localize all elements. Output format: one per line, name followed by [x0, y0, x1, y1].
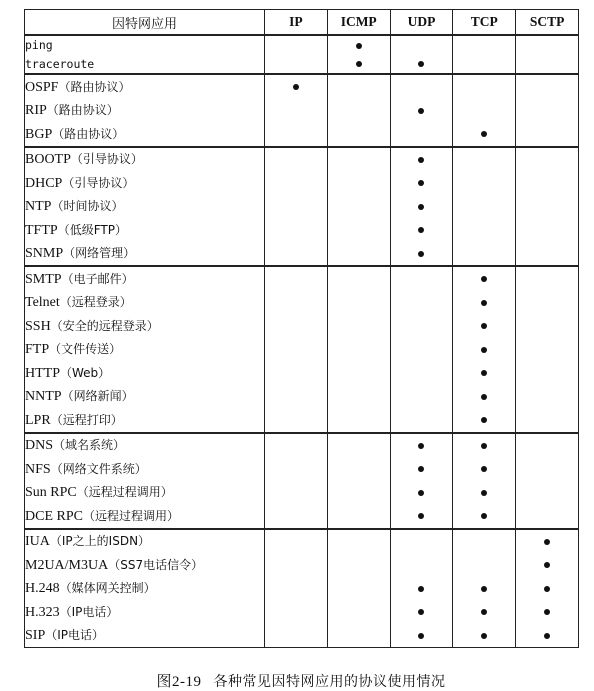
- cell-udp: [390, 361, 453, 385]
- cell-tcp: [453, 433, 516, 458]
- cell-icmp: [327, 218, 390, 242]
- table-row: [25, 242, 579, 267]
- bullet-dot-icon: [481, 300, 487, 306]
- cell-udp: [390, 99, 453, 123]
- cell-icmp: [327, 504, 390, 529]
- application-cell: [25, 361, 265, 385]
- cell-udp: [390, 338, 453, 362]
- cell-tcp: [453, 99, 516, 123]
- cell-tcp: [453, 55, 516, 75]
- bullet-dot-icon: [481, 490, 487, 496]
- cell-sctp: [516, 74, 579, 99]
- bullet-dot-icon: [544, 586, 550, 592]
- application-cell: [25, 35, 265, 55]
- header-internet-application: 因特网应用: [25, 10, 265, 36]
- cell-udp: [390, 218, 453, 242]
- bullet-dot-icon: [544, 539, 550, 545]
- cell-tcp: [453, 600, 516, 624]
- table-row: [25, 99, 579, 123]
- cell-icmp: [327, 529, 390, 554]
- cell-ip: [265, 122, 328, 147]
- cell-tcp: [453, 266, 516, 291]
- cell-ip: [265, 433, 328, 458]
- cell-udp: [390, 504, 453, 529]
- cell-udp: [390, 147, 453, 172]
- application-cell: [25, 266, 265, 291]
- bullet-dot-icon: [481, 513, 487, 519]
- table-row: [25, 291, 579, 315]
- cell-udp: [390, 74, 453, 99]
- application-name: FTP: [25, 342, 50, 358]
- application-cell: [25, 408, 265, 433]
- application-cell: [25, 553, 265, 577]
- application-name: traceroute: [25, 56, 95, 71]
- cell-sctp: [516, 385, 579, 409]
- cell-icmp: [327, 291, 390, 315]
- application-cell: [25, 147, 265, 172]
- application-cell: [25, 171, 265, 195]
- application-cell: [25, 218, 265, 242]
- application-note: （Web）: [60, 365, 111, 380]
- application-name: H.323: [25, 604, 60, 620]
- cell-sctp: [516, 361, 579, 385]
- cell-udp: [390, 529, 453, 554]
- cell-tcp: [453, 361, 516, 385]
- cell-icmp: [327, 266, 390, 291]
- cell-tcp: [453, 218, 516, 242]
- application-cell: [25, 291, 265, 315]
- application-name: Sun RPC: [25, 485, 77, 501]
- cell-icmp: [327, 74, 390, 99]
- cell-udp: [390, 385, 453, 409]
- application-cell: [25, 195, 265, 219]
- cell-icmp: [327, 553, 390, 577]
- application-cell: [25, 74, 265, 99]
- cell-sctp: [516, 529, 579, 554]
- cell-icmp: [327, 35, 390, 55]
- cell-ip: [265, 624, 328, 648]
- cell-udp: [390, 122, 453, 147]
- application-note: （网络管理）: [63, 246, 136, 261]
- bullet-dot-icon: [544, 562, 550, 568]
- cell-icmp: [327, 385, 390, 409]
- cell-tcp: [453, 338, 516, 362]
- bullet-dot-icon: [418, 251, 424, 257]
- application-name: DNS: [25, 438, 54, 454]
- application-note: （SS7电话信令）: [108, 557, 204, 572]
- cell-icmp: [327, 433, 390, 458]
- cell-udp: [390, 408, 453, 433]
- application-note: （网络新闻）: [61, 389, 134, 404]
- cell-icmp: [327, 577, 390, 601]
- table-row: [25, 361, 579, 385]
- cell-tcp: [453, 385, 516, 409]
- cell-sctp: [516, 577, 579, 601]
- table-row: [25, 74, 579, 99]
- cell-sctp: [516, 291, 579, 315]
- cell-sctp: [516, 600, 579, 624]
- application-note: （远程登录）: [59, 295, 132, 310]
- application-note: （文件传送）: [49, 342, 122, 357]
- table-row: [25, 457, 579, 481]
- cell-ip: [265, 195, 328, 219]
- cell-sctp: [516, 147, 579, 172]
- table-row: [25, 122, 579, 147]
- bullet-dot-icon: [481, 466, 487, 472]
- application-note: （引导协议）: [62, 175, 135, 190]
- cell-sctp: [516, 624, 579, 648]
- cell-sctp: [516, 433, 579, 458]
- bullet-dot-icon: [418, 466, 424, 472]
- cell-tcp: [453, 577, 516, 601]
- cell-sctp: [516, 195, 579, 219]
- cell-tcp: [453, 624, 516, 648]
- table-row: [25, 553, 579, 577]
- bullet-dot-icon: [418, 227, 424, 233]
- cell-sctp: [516, 504, 579, 529]
- cell-tcp: [453, 481, 516, 505]
- header-ip: IP: [265, 10, 328, 36]
- table-row: [25, 529, 579, 554]
- bullet-dot-icon: [356, 43, 362, 49]
- cell-icmp: [327, 481, 390, 505]
- bullet-dot-icon: [481, 276, 487, 282]
- cell-icmp: [327, 147, 390, 172]
- application-name: SNMP: [25, 246, 64, 262]
- cell-sctp: [516, 553, 579, 577]
- table-row: [25, 218, 579, 242]
- cell-ip: [265, 504, 328, 529]
- cell-sctp: [516, 408, 579, 433]
- application-note: （远程过程调用）: [82, 508, 179, 523]
- table-row: [25, 408, 579, 433]
- application-cell: [25, 457, 265, 481]
- application-note: （路由协议）: [58, 79, 131, 94]
- cell-tcp: [453, 314, 516, 338]
- application-name: NNTP: [25, 389, 62, 405]
- cell-sctp: [516, 314, 579, 338]
- cell-ip: [265, 99, 328, 123]
- application-cell: [25, 529, 265, 554]
- cell-icmp: [327, 195, 390, 219]
- cell-icmp: [327, 314, 390, 338]
- cell-udp: [390, 624, 453, 648]
- cell-sctp: [516, 242, 579, 267]
- cell-udp: [390, 266, 453, 291]
- cell-ip: [265, 553, 328, 577]
- table-row: [25, 55, 579, 75]
- application-name: M2UA/M3UA: [25, 557, 109, 573]
- cell-udp: [390, 195, 453, 219]
- figure-number: 图2-19: [156, 674, 202, 690]
- cell-ip: [265, 577, 328, 601]
- application-note: （IP电话）: [59, 604, 119, 619]
- bullet-dot-icon: [481, 586, 487, 592]
- cell-udp: [390, 457, 453, 481]
- table-row: [25, 314, 579, 338]
- application-note: （域名系统）: [53, 438, 126, 453]
- cell-tcp: [453, 122, 516, 147]
- cell-udp: [390, 314, 453, 338]
- figure-caption: [24, 670, 578, 691]
- application-note: （电子邮件）: [61, 271, 134, 286]
- cell-ip: [265, 74, 328, 99]
- table-row: [25, 35, 579, 55]
- bullet-dot-icon: [418, 443, 424, 449]
- cell-ip: [265, 171, 328, 195]
- cell-icmp: [327, 361, 390, 385]
- cell-udp: [390, 242, 453, 267]
- application-name: NFS: [25, 461, 51, 477]
- cell-sctp: [516, 481, 579, 505]
- protocol-usage-table: [24, 9, 579, 648]
- bullet-dot-icon: [418, 586, 424, 592]
- bullet-dot-icon: [481, 323, 487, 329]
- cell-icmp: [327, 171, 390, 195]
- cell-sctp: [516, 266, 579, 291]
- table-row: [25, 504, 579, 529]
- cell-icmp: [327, 242, 390, 267]
- header-tcp: TCP: [453, 10, 516, 36]
- bullet-dot-icon: [481, 394, 487, 400]
- application-cell: [25, 55, 265, 75]
- bullet-dot-icon: [418, 204, 424, 210]
- table-row: [25, 171, 579, 195]
- bullet-dot-icon: [481, 370, 487, 376]
- application-name: LPR: [25, 412, 51, 428]
- bullet-dot-icon: [544, 609, 550, 615]
- bullet-dot-icon: [418, 108, 424, 114]
- cell-icmp: [327, 457, 390, 481]
- application-name: OSPF: [25, 79, 59, 95]
- cell-udp: [390, 171, 453, 195]
- bullet-dot-icon: [418, 490, 424, 496]
- application-name: H.248: [25, 581, 60, 597]
- cell-tcp: [453, 74, 516, 99]
- bullet-dot-icon: [481, 633, 487, 639]
- cell-sctp: [516, 171, 579, 195]
- cell-ip: [265, 35, 328, 55]
- cell-tcp: [453, 457, 516, 481]
- bullet-dot-icon: [481, 443, 487, 449]
- application-note: （安全的远程登录）: [50, 318, 159, 333]
- cell-ip: [265, 242, 328, 267]
- cell-tcp: [453, 171, 516, 195]
- table-row: [25, 577, 579, 601]
- application-name: BGP: [25, 126, 53, 142]
- application-cell: [25, 122, 265, 147]
- cell-icmp: [327, 624, 390, 648]
- bullet-dot-icon: [418, 157, 424, 163]
- cell-icmp: [327, 408, 390, 433]
- cell-ip: [265, 55, 328, 75]
- application-name: SMTP: [25, 271, 62, 287]
- application-cell: [25, 242, 265, 267]
- application-note: （路由协议）: [52, 126, 125, 141]
- application-cell: [25, 338, 265, 362]
- table-row: [25, 481, 579, 505]
- cell-tcp: [453, 35, 516, 55]
- cell-ip: [265, 600, 328, 624]
- application-note: （远程打印）: [50, 412, 123, 427]
- application-note: （引导协议）: [70, 152, 143, 167]
- cell-sctp: [516, 457, 579, 481]
- cell-ip: [265, 408, 328, 433]
- cell-udp: [390, 553, 453, 577]
- application-cell: [25, 481, 265, 505]
- header-udp: UDP: [390, 10, 453, 36]
- application-cell: [25, 314, 265, 338]
- bullet-dot-icon: [418, 513, 424, 519]
- application-name: HTTP: [25, 365, 60, 381]
- application-cell: [25, 433, 265, 458]
- bullet-dot-icon: [481, 609, 487, 615]
- bullet-dot-icon: [418, 609, 424, 615]
- bullet-dot-icon: [356, 61, 362, 67]
- application-name: Telnet: [25, 295, 60, 311]
- bullet-dot-icon: [481, 131, 487, 137]
- table-header-row: [25, 10, 579, 36]
- cell-tcp: [453, 291, 516, 315]
- application-note: （路由协议）: [46, 103, 119, 118]
- bullet-dot-icon: [544, 633, 550, 639]
- table-row: [25, 338, 579, 362]
- cell-ip: [265, 481, 328, 505]
- application-cell: [25, 99, 265, 123]
- cell-icmp: [327, 600, 390, 624]
- application-name: IUA: [25, 534, 50, 550]
- application-name: DCE RPC: [25, 508, 83, 524]
- application-note: （IP之上的ISDN）: [49, 534, 151, 549]
- table-row: [25, 624, 579, 648]
- cell-ip: [265, 314, 328, 338]
- application-note: （时间协议）: [51, 199, 124, 214]
- cell-sctp: [516, 99, 579, 123]
- cell-sctp: [516, 122, 579, 147]
- table-row: [25, 147, 579, 172]
- cell-udp: [390, 433, 453, 458]
- cell-ip: [265, 266, 328, 291]
- application-name: SIP: [25, 628, 46, 644]
- application-name: SSH: [25, 318, 51, 334]
- cell-icmp: [327, 55, 390, 75]
- bullet-dot-icon: [293, 84, 299, 90]
- cell-icmp: [327, 338, 390, 362]
- cell-ip: [265, 529, 328, 554]
- cell-icmp: [327, 122, 390, 147]
- cell-udp: [390, 55, 453, 75]
- cell-sctp: [516, 338, 579, 362]
- figure: [24, 9, 578, 691]
- cell-udp: [390, 600, 453, 624]
- cell-ip: [265, 361, 328, 385]
- cell-ip: [265, 291, 328, 315]
- application-cell: [25, 600, 265, 624]
- application-name: ping: [25, 38, 53, 53]
- bullet-dot-icon: [481, 417, 487, 423]
- application-cell: [25, 385, 265, 409]
- cell-sctp: [516, 55, 579, 75]
- cell-sctp: [516, 35, 579, 55]
- figure-caption-text: 各种常见因特网应用的协议使用情况: [213, 674, 446, 690]
- cell-ip: [265, 218, 328, 242]
- cell-ip: [265, 147, 328, 172]
- cell-ip: [265, 385, 328, 409]
- application-note: （远程过程调用）: [76, 485, 173, 500]
- cell-tcp: [453, 504, 516, 529]
- cell-icmp: [327, 99, 390, 123]
- cell-udp: [390, 577, 453, 601]
- application-cell: [25, 577, 265, 601]
- application-name: DHCP: [25, 175, 63, 191]
- table-row: [25, 433, 579, 458]
- application-note: （网络文件系统）: [50, 461, 147, 476]
- application-cell: [25, 504, 265, 529]
- cell-sctp: [516, 218, 579, 242]
- application-name: BOOTP: [25, 152, 71, 168]
- cell-ip: [265, 457, 328, 481]
- application-note: （低级FTP）: [57, 222, 127, 237]
- cell-udp: [390, 291, 453, 315]
- cell-tcp: [453, 408, 516, 433]
- application-note: （IP电话）: [45, 628, 105, 643]
- application-note: （媒体网关控制）: [59, 581, 156, 596]
- table-row: [25, 600, 579, 624]
- header-sctp: SCTP: [516, 10, 579, 36]
- cell-udp: [390, 35, 453, 55]
- cell-udp: [390, 481, 453, 505]
- table-row: [25, 385, 579, 409]
- application-name: TFTP: [25, 222, 58, 238]
- bullet-dot-icon: [481, 347, 487, 353]
- cell-tcp: [453, 242, 516, 267]
- header-icmp: ICMP: [327, 10, 390, 36]
- application-name: RIP: [25, 103, 47, 119]
- bullet-dot-icon: [418, 61, 424, 67]
- cell-ip: [265, 338, 328, 362]
- application-cell: [25, 624, 265, 648]
- table-row: [25, 195, 579, 219]
- cell-tcp: [453, 529, 516, 554]
- cell-tcp: [453, 195, 516, 219]
- bullet-dot-icon: [418, 633, 424, 639]
- bullet-dot-icon: [418, 180, 424, 186]
- application-name: NTP: [25, 199, 52, 215]
- table-row: [25, 266, 579, 291]
- cell-tcp: [453, 147, 516, 172]
- table-body: [25, 35, 579, 648]
- cell-tcp: [453, 553, 516, 577]
